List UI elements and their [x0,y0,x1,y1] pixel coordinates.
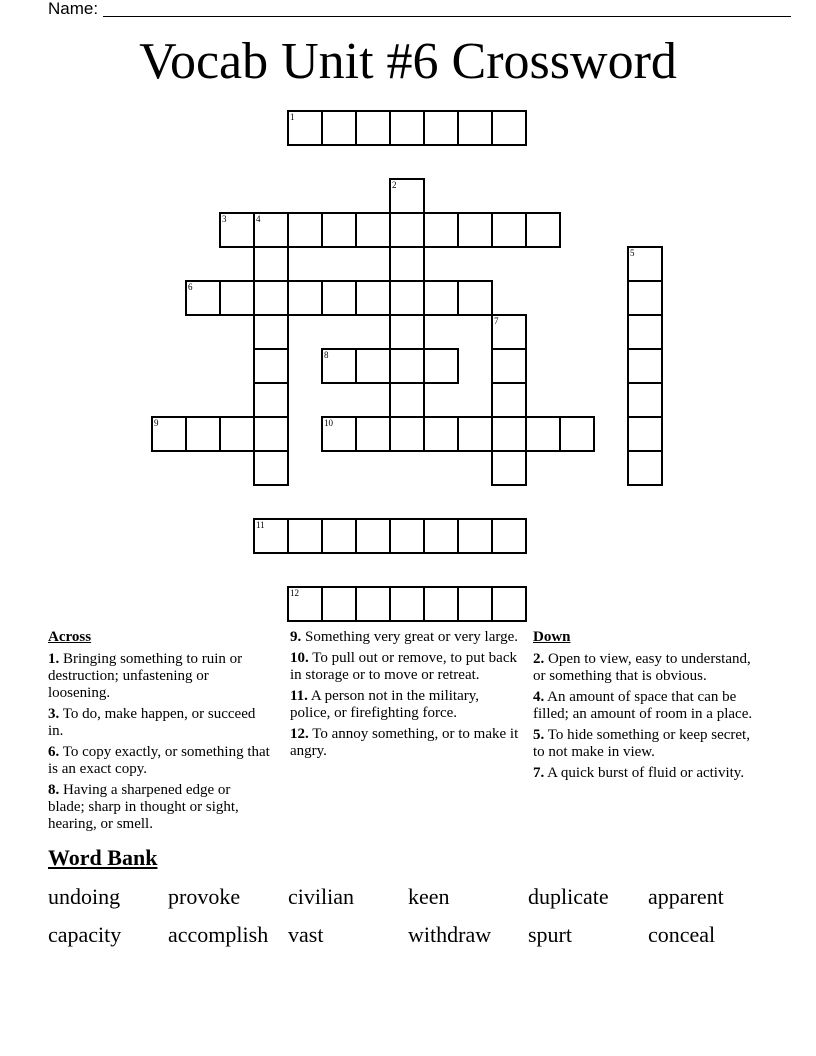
clue-number-label: 1. [48,651,60,667]
word-bank-word: conceal [648,922,716,947]
crossword-cell[interactable] [287,110,323,146]
crossword-cell[interactable] [491,314,527,350]
crossword-cell[interactable] [491,518,527,554]
crossword-cell[interactable] [457,416,493,452]
crossword-cell[interactable] [423,586,459,622]
word-bank-word: undoing [48,884,121,909]
crossword-cell[interactable] [627,280,663,316]
clue-text: A person not in the military, police, or firefighting force. [290,688,480,721]
word-bank-word: provoke [168,884,241,909]
clue [290,629,520,646]
clue-number-label: 5. [533,727,545,743]
clue-number: 7 [494,316,499,326]
clue-text: To pull out or remove, to put back in storage or to move or retreat. [290,650,517,683]
crossword-cell[interactable] [253,314,289,350]
clue-number-label: 11. [290,688,308,704]
crossword-cell[interactable] [287,212,323,248]
crossword-cell[interactable] [219,280,255,316]
clue-text: Bringing something to ruin or destruction; unfastening or loosening. [48,651,243,701]
crossword-cell[interactable] [253,246,289,282]
crossword-cell[interactable] [457,212,493,248]
clue [533,689,763,723]
crossword-cell[interactable] [389,280,425,316]
crossword-cell[interactable] [627,416,663,452]
clue-number-label: 7. [533,765,545,781]
crossword-cell[interactable] [491,416,527,452]
crossword-cell[interactable] [253,382,289,418]
crossword-cell[interactable] [627,450,663,486]
clue-number-label: 2. [533,651,545,667]
crossword-cell[interactable] [627,382,663,418]
word-bank-word: spurt [528,922,572,947]
crossword-cell[interactable] [525,212,561,248]
word-bank-word: civilian [288,884,354,909]
crossword-cell[interactable] [389,314,425,350]
crossword-cell[interactable] [321,110,357,146]
crossword-cell[interactable] [355,110,391,146]
crossword-cell[interactable] [321,280,357,316]
crossword-cell[interactable] [389,110,425,146]
crossword-cell[interactable] [287,280,323,316]
crossword-cell[interactable] [491,348,527,384]
crossword-cell[interactable] [627,246,663,282]
name-label: Name: [48,0,99,18]
crossword-cell[interactable] [253,348,289,384]
crossword-cell[interactable] [491,212,527,248]
crossword-cell[interactable] [423,280,459,316]
crossword-cell[interactable] [253,416,289,452]
clue [290,688,520,722]
clue [290,726,520,760]
crossword-cell[interactable] [491,382,527,418]
clue-number: 9 [154,418,159,428]
crossword-cell[interactable] [253,518,289,554]
clue-number-label: 9. [290,629,302,645]
clue-text: An amount of space that can be filled; an amount of room in a place. [533,689,753,722]
crossword-cell[interactable] [423,416,459,452]
page-title: Vocab Unit #6 Crossword [139,33,677,90]
crossword-cell[interactable] [525,416,561,452]
crossword-cell[interactable] [423,348,459,384]
crossword-cell[interactable] [321,416,357,452]
crossword-cell[interactable] [389,382,425,418]
clue [48,744,270,778]
clue-number-label: 3. [48,706,60,722]
clue-text: To do, make happen, or succeed in. [48,706,256,739]
clue-number: 1 [290,112,295,122]
crossword-cell[interactable] [627,348,663,384]
word-bank-word: duplicate [528,884,609,909]
clues-column-down [533,629,763,786]
clue-number: 8 [324,350,329,360]
clue-text: A quick burst of fluid or activity. [544,765,745,781]
crossword-cell[interactable] [219,416,255,452]
clue [533,727,763,761]
crossword-cell[interactable] [491,450,527,486]
crossword-cell[interactable] [287,518,323,554]
crossword-cell[interactable] [321,586,357,622]
clue-number: 10 [324,418,333,428]
crossword-cell[interactable] [423,518,459,554]
crossword-cell[interactable] [491,110,527,146]
clue [48,782,270,833]
crossword-cell[interactable] [457,518,493,554]
crossword-cell[interactable] [253,450,289,486]
crossword-cell[interactable] [389,416,425,452]
clue-number-label: 10. [290,650,309,666]
crossword-cell[interactable] [355,518,391,554]
word-bank-word: withdraw [408,922,492,947]
clues-column-across-continued [290,629,520,764]
crossword-cell[interactable] [491,586,527,622]
crossword-cell[interactable] [389,348,425,384]
crossword-cell[interactable] [355,212,391,248]
clue [290,650,520,684]
crossword-cell[interactable] [559,416,595,452]
crossword-cell[interactable] [355,348,391,384]
clue [48,651,270,702]
crossword-cell[interactable] [355,280,391,316]
clue-number: 2 [392,180,397,190]
crossword-cell[interactable] [185,280,221,316]
clue-number: 5 [630,248,635,258]
word-bank-word: accomplish [168,922,269,947]
word-bank-word: vast [288,922,324,947]
clue-text: To annoy something, or to make it angry. [290,726,519,759]
crossword-cell[interactable] [321,212,357,248]
clue-number-label: 8. [48,782,60,798]
crossword-cell[interactable] [389,246,425,282]
crossword-cell[interactable] [389,518,425,554]
crossword-cell[interactable] [253,280,289,316]
clue-number: 11 [256,520,265,530]
word-bank-word: apparent [648,884,724,909]
clue-number: 6 [188,282,193,292]
crossword-cell[interactable] [389,586,425,622]
down-heading: Down [533,629,571,645]
crossword-cell[interactable] [457,110,493,146]
clue-text: Having a sharpened edge or blade; sharp in thought or sight, hearing, or smell. [48,782,239,832]
word-bank-word: keen [408,884,450,909]
clues-column-across [48,629,270,837]
across-heading: Across [48,629,92,645]
clue-text: Something very great or very large. [301,629,518,645]
crossword-cell[interactable] [389,178,425,214]
crossword-cell[interactable] [457,586,493,622]
clue-text: To copy exactly, or something that is an exact copy. [48,744,270,777]
crossword-cell[interactable] [151,416,187,452]
crossword-cell[interactable] [627,314,663,350]
crossword-cell[interactable] [423,212,459,248]
crossword-cell[interactable] [185,416,221,452]
crossword-cell[interactable] [457,280,493,316]
word-bank-title: Word Bank [48,845,158,870]
crossword-cell[interactable] [389,212,425,248]
clue-number: 3 [222,214,227,224]
crossword-cell[interactable] [355,586,391,622]
clue-number: 12 [290,588,299,598]
clue-text: To hide something or keep secret, to not make in view. [533,727,750,760]
clue [48,706,270,740]
clue-number-label: 6. [48,744,60,760]
clue [533,651,763,685]
word-bank-word: capacity [48,922,122,947]
clue-number-label: 4. [533,689,545,705]
clue-text: Open to view, easy to understand, or something that is obvious. [533,651,751,684]
clue [533,765,763,782]
crossword-cell[interactable] [423,110,459,146]
crossword-cell[interactable] [287,586,323,622]
crossword-cell[interactable] [253,212,289,248]
crossword-cell[interactable] [355,416,391,452]
clue-number-label: 12. [290,726,309,742]
crossword-cell[interactable] [321,518,357,554]
crossword-cell[interactable] [321,348,357,384]
crossword-cell[interactable] [219,212,255,248]
clue-number: 4 [256,214,261,224]
